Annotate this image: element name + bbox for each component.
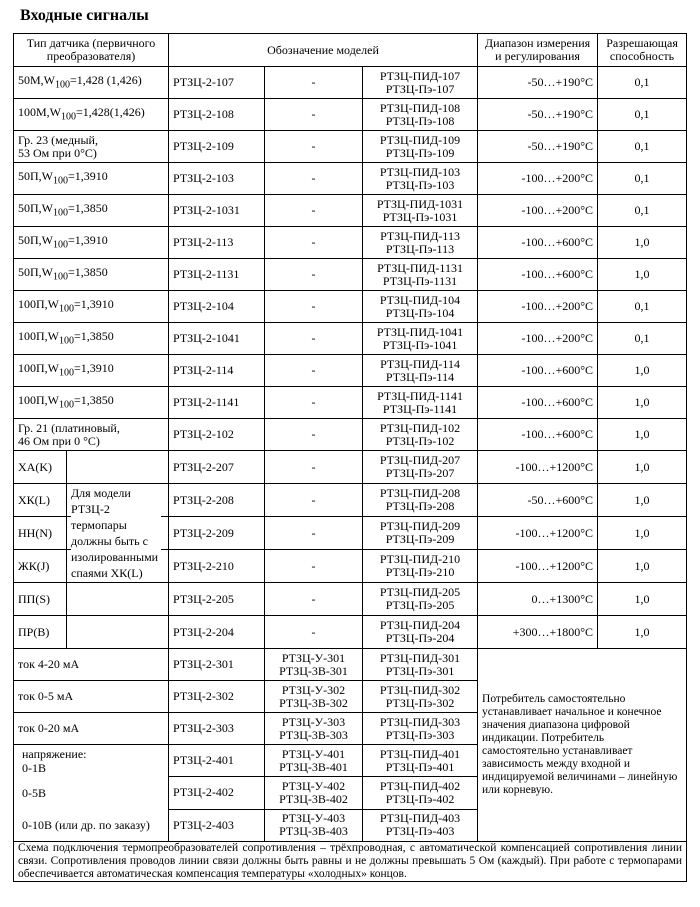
measure-range: -100…+200°С	[478, 195, 598, 227]
model-pid	[363, 163, 478, 195]
header-resolution: Разрешающая способность	[598, 34, 687, 67]
table-row	[14, 195, 687, 227]
table-row	[14, 451, 687, 484]
model-basic: РТЗЦ-2-113	[169, 227, 265, 259]
model-ustavka-line2: РТЗЦ-3В-301	[279, 663, 348, 678]
model-pid-line1: РТЗЦ-ПИД-402	[379, 778, 461, 793]
model-pid	[363, 195, 478, 227]
model-pid-line2: РТЗЦ-Пэ-109	[385, 145, 455, 160]
model-secondary: -	[265, 227, 363, 259]
sensor-coefficient: =1,3910	[68, 168, 108, 183]
measure-range: -100…+600°С	[478, 355, 598, 387]
model-pid-line2: РТЗЦ-Пэ-103	[385, 177, 455, 192]
measure-range: -100…+600°С	[478, 259, 598, 291]
model-pid-line2: РТЗЦ-Пэ-207	[385, 466, 455, 480]
table-row	[14, 550, 687, 583]
model-pid	[363, 713, 478, 745]
thermocouple-note-spacer	[67, 484, 168, 516]
sensor-subscript: 100	[59, 303, 74, 315]
table-row	[14, 387, 687, 419]
thermocouple-name	[14, 484, 67, 516]
resolution: 1,0	[598, 484, 687, 517]
model-ustavka-line2: РТЗЦ-3В-403	[279, 824, 348, 839]
model-basic: РТЗЦ-2-109	[169, 131, 265, 163]
sensor-name: 100П,W	[18, 360, 59, 375]
table-row	[14, 419, 687, 451]
resolution: 0,1	[598, 131, 687, 163]
model-pid-line2: РТЗЦ-Пэ-302	[385, 695, 455, 710]
table-row	[14, 517, 687, 550]
sensor-coefficient: =1,3850	[74, 392, 114, 407]
model-pid-line2: РТЗЦ-Пэ-205	[385, 598, 455, 612]
model-pid-line1: РТЗЦ-ПИД-403	[379, 811, 461, 826]
model-pid	[363, 745, 478, 777]
model-pid	[363, 583, 478, 616]
thermocouple-label: ЖК(J)	[18, 558, 50, 573]
table-row	[14, 67, 687, 99]
voltage-0-1	[18, 745, 164, 777]
model-basic: РТЗЦ-2-114	[169, 355, 265, 387]
table-row	[14, 583, 687, 616]
model-basic: РТЗЦ-2-204	[169, 616, 265, 649]
model-basic: РТЗЦ-2-104	[169, 291, 265, 323]
model-ustavka	[265, 809, 363, 841]
sensor-coefficient: =1,3910	[68, 232, 108, 247]
thermocouple-name	[14, 616, 67, 648]
measure-range: -50…+190°С	[478, 99, 598, 131]
model-ustavka-line2: РТЗЦ-3В-303	[279, 727, 348, 742]
sensor-coefficient: =1,428 (1,426)	[70, 72, 142, 87]
voltage-range-2: 0-5В	[22, 785, 46, 800]
model-pid-line2: РТЗЦ-Пэ-303	[385, 727, 455, 742]
model-pid-line2: РТЗЦ-Пэ-114	[385, 369, 455, 384]
model-pid-line1: РТЗЦ-ПИД-303	[379, 714, 461, 729]
measure-range: -100…+200°С	[478, 323, 598, 355]
thermocouple-note-spacer	[67, 616, 168, 648]
model-secondary: -	[265, 616, 363, 649]
measure-range: 0…+1300°С	[478, 583, 598, 616]
voltage-heading: напряжение:	[22, 747, 87, 761]
sensor-type	[14, 323, 169, 355]
model-pid-line2: РТЗЦ-Пэ-209	[385, 532, 455, 546]
resolution: 1,0	[598, 517, 687, 550]
sensor-subscript: 100	[55, 79, 70, 91]
model-pid-line1: РТЗЦ-ПИД-1031	[376, 196, 464, 211]
model-ustavka	[265, 649, 363, 681]
model-pid-line2: РТЗЦ-Пэ-1041	[382, 337, 458, 352]
model-pid-line1: РТЗЦ-ПИД-1041	[376, 324, 464, 339]
sensor-name: Гр. 23 (медный,	[18, 132, 98, 147]
table-row	[14, 131, 687, 163]
table-row	[14, 259, 687, 291]
sensor-coefficient: =1,3850	[68, 264, 108, 279]
model-pid	[363, 227, 478, 259]
voltage-inputs	[14, 745, 169, 842]
model-basic: РТЗЦ-2-208	[169, 484, 265, 517]
model-pid	[363, 809, 478, 841]
model-pid	[363, 419, 478, 451]
sensor-name: 100П,W	[18, 296, 59, 311]
resolution: 0,1	[598, 67, 687, 99]
model-basic: РТЗЦ-2-209	[169, 517, 265, 550]
model-secondary: -	[265, 291, 363, 323]
thermocouple-note-spacer	[67, 583, 168, 615]
table-row	[14, 323, 687, 355]
model-secondary: -	[265, 323, 363, 355]
table-row	[14, 227, 687, 259]
model-secondary: -	[265, 67, 363, 99]
model-secondary: -	[265, 99, 363, 131]
model-ustavka	[265, 745, 363, 777]
sensor-name: Гр. 21 (платиновый,	[18, 420, 120, 435]
sensor-type: ток 4-20 мА	[14, 649, 169, 681]
table-header-row	[14, 34, 687, 67]
sensor-coefficient: =1,3910	[74, 296, 114, 311]
measure-range: +300…+1800°С	[478, 616, 598, 649]
thermocouple-label: НН(N)	[18, 525, 52, 540]
model-ustavka-line2: РТЗЦ-3В-402	[279, 791, 348, 806]
sensor-subscript: 100	[53, 239, 68, 251]
model-secondary: -	[265, 195, 363, 227]
table-row	[14, 616, 687, 649]
model-pid-line1: РТЗЦ-ПИД-113	[380, 228, 460, 243]
resolution: 0,1	[598, 195, 687, 227]
footnote-row	[14, 842, 687, 882]
model-pid	[363, 451, 478, 484]
model-basic: РТЗЦ-2-1141	[169, 387, 265, 419]
table-row	[14, 355, 687, 387]
model-pid	[363, 550, 478, 583]
sensor-name: 50П,W	[18, 264, 53, 279]
sensor-type	[14, 67, 169, 99]
sensor-name: 50П,W	[18, 232, 53, 247]
sensor-type	[14, 259, 169, 291]
model-basic: РТЗЦ-2-1131	[169, 259, 265, 291]
model-pid-line2: РТЗЦ-Пэ-1141	[382, 401, 458, 416]
model-pid-line2: РТЗЦ-Пэ-1131	[382, 273, 458, 288]
sensor-cell-split	[14, 550, 168, 582]
model-secondary: -	[265, 131, 363, 163]
model-basic: РТЗЦ-2-108	[169, 99, 265, 131]
thermocouple-label: ПП(S)	[18, 591, 50, 606]
sensor-subscript: 100	[59, 399, 74, 411]
resolution: 0,1	[598, 291, 687, 323]
table-row	[14, 649, 687, 681]
model-basic: РТЗЦ-2-107	[169, 67, 265, 99]
model-pid-line1: РТЗЦ-ПИД-108	[379, 100, 461, 115]
model-basic: РТЗЦ-2-207	[169, 451, 265, 484]
sensor-type: ток 0-5 мА	[14, 681, 169, 713]
thermocouple-note: Для модели РТЗЦ-2 термопары должны быть с изолированными спаями ХК(L)	[71, 485, 161, 581]
thermocouple-note-area	[67, 451, 168, 580]
sensor-type	[14, 550, 169, 583]
model-pid-line2: РТЗЦ-Пэ-104	[385, 305, 455, 320]
measure-range: -100…+1200°С	[478, 550, 598, 583]
analog-note: Потребитель самостоятельно устанавливает начальное и конечное значения диапазона цифровой индикации. Потребитель самостоятельно устанавливает зависимость между входной и индицируемой величинами – линейную или корневую.	[478, 649, 687, 842]
model-secondary: -	[265, 387, 363, 419]
model-secondary: -	[265, 451, 363, 484]
model-basic: РТЗЦ-2-301	[169, 649, 265, 681]
sensor-subscript: 100	[53, 175, 68, 187]
model-basic: РТЗЦ-2-210	[169, 550, 265, 583]
model-pid-line2: РТЗЦ-Пэ-108	[385, 113, 455, 128]
model-ustavka-line1: РТЗЦ-У-401	[281, 746, 346, 761]
model-secondary: -	[265, 355, 363, 387]
resolution: 1,0	[598, 583, 687, 616]
measure-range: -50…+600°С	[478, 484, 598, 517]
sensor-type	[14, 355, 169, 387]
sensor-type	[14, 484, 169, 517]
model-ustavka-line1: РТЗЦ-У-303	[281, 714, 346, 729]
model-pid-line1: РТЗЦ-ПИД-301	[379, 650, 461, 665]
model-ustavka-line2: РТЗЦ-3В-302	[279, 695, 348, 710]
thermocouple-note-spacer	[67, 517, 168, 549]
model-pid	[363, 67, 478, 99]
sensor-name: 50П,W	[18, 168, 53, 183]
sensor-type	[14, 131, 169, 163]
sensor-type	[14, 163, 169, 195]
sensor-type	[14, 291, 169, 323]
model-pid-line1: РТЗЦ-ПИД-205	[379, 585, 461, 599]
header-models: Обозначение моделей	[169, 34, 478, 67]
model-pid-line1: РТЗЦ-ПИД-102	[379, 420, 461, 435]
model-pid-line2: РТЗЦ-Пэ-403	[385, 824, 455, 839]
sensor-name: 100М,W	[18, 104, 61, 119]
sensor-type	[14, 419, 169, 451]
resolution: 0,1	[598, 163, 687, 195]
model-pid	[363, 777, 478, 809]
resolution: 0,1	[598, 99, 687, 131]
model-pid	[363, 323, 478, 355]
measure-range: -100…+600°С	[478, 419, 598, 451]
model-pid-line2: РТЗЦ-Пэ-402	[385, 791, 455, 806]
sensor-cell-split	[14, 484, 168, 516]
model-basic: РТЗЦ-2-401	[169, 745, 265, 777]
sensor-name: 100П,W	[18, 328, 59, 343]
model-pid-line1: РТЗЦ-ПИД-109	[379, 132, 461, 147]
model-pid	[363, 484, 478, 517]
voltage-range-3: 0-10В (или др. по заказу)	[22, 817, 150, 832]
sensor-coefficient: =1,428(1,426)	[76, 104, 145, 119]
thermocouple-label: ХА(K)	[18, 459, 52, 474]
model-pid-line2: РТЗЦ-Пэ-204	[385, 631, 455, 645]
model-pid-line1: РТЗЦ-ПИД-1141	[377, 388, 463, 403]
measure-range: -50…+190°С	[478, 67, 598, 99]
model-secondary: -	[265, 583, 363, 616]
model-secondary: -	[265, 419, 363, 451]
sensor-name: 50П,W	[18, 200, 53, 215]
table-row	[14, 484, 687, 517]
rtd-section	[14, 67, 687, 451]
sensor-type	[14, 387, 169, 419]
model-pid	[363, 649, 478, 681]
voltage-0-5	[18, 777, 164, 809]
resolution: 1,0	[598, 387, 687, 419]
model-ustavka	[265, 681, 363, 713]
measure-range: -100…+200°С	[478, 163, 598, 195]
model-basic: РТЗЦ-2-403	[169, 809, 265, 841]
model-pid-line1: РТЗЦ-ПИД-210	[379, 552, 461, 566]
model-pid	[363, 355, 478, 387]
model-pid	[363, 681, 478, 713]
model-pid-line1: РТЗЦ-ПИД-401	[379, 746, 461, 761]
model-pid-line1: РТЗЦ-ПИД-104	[379, 292, 461, 307]
sensor-subscript: 100	[61, 111, 76, 123]
model-pid-line1: РТЗЦ-ПИД-208	[379, 486, 461, 500]
sensor-name: 100П,W	[18, 392, 59, 407]
header-sensor: Тип датчика (первичного преобразователя)	[14, 34, 169, 67]
model-ustavka	[265, 777, 363, 809]
thermocouple-label: ХК(L)	[18, 492, 50, 507]
model-pid-line2: РТЗЦ-Пэ-210	[385, 565, 455, 579]
model-pid-line1: РТЗЦ-ПИД-207	[379, 453, 461, 467]
sensor-type	[14, 195, 169, 227]
model-pid-line2: РТЗЦ-Пэ-107	[385, 81, 455, 96]
model-pid-line1: РТЗЦ-ПИД-103	[379, 164, 461, 179]
measure-range: -100…+1200°С	[478, 517, 598, 550]
voltage-range-1: 0-1В	[22, 761, 46, 775]
sensor-coefficient: =1,3850	[74, 328, 114, 343]
model-pid	[363, 99, 478, 131]
thermocouple-label: ПР(B)	[18, 624, 50, 639]
input-signals-table	[13, 33, 687, 882]
model-pid-line2: РТЗЦ-Пэ-102	[385, 433, 455, 448]
sensor-subscript: 100	[59, 335, 74, 347]
resolution: 1,0	[598, 419, 687, 451]
model-ustavka-line2: РТЗЦ-3В-401	[279, 759, 348, 774]
sensor-type	[14, 517, 169, 550]
analog-section	[14, 649, 687, 842]
model-secondary: -	[265, 163, 363, 195]
model-pid-line1: РТЗЦ-ПИД-209	[379, 519, 461, 533]
model-secondary: -	[265, 259, 363, 291]
sensor-type	[14, 227, 169, 259]
measure-range: -100…+200°С	[478, 291, 598, 323]
model-pid	[363, 387, 478, 419]
sensor-subscript: 100	[53, 207, 68, 219]
model-pid-line1: РТЗЦ-ПИД-114	[380, 356, 460, 371]
model-pid-line1: РТЗЦ-ПИД-107	[379, 68, 461, 83]
thermocouple-name	[14, 517, 67, 549]
sensor-subscript: 100	[59, 367, 74, 379]
sensor-detail: 53 Ом при 0°С)	[18, 145, 97, 160]
resolution: 1,0	[598, 259, 687, 291]
model-pid-line1: РТЗЦ-ПИД-302	[379, 682, 461, 697]
voltage-0-10	[18, 809, 164, 841]
header-range: Диапазон измерения и регулирования	[478, 34, 598, 67]
table-row	[14, 291, 687, 323]
sensor-type: ток 0-20 мА	[14, 713, 169, 745]
measure-range: -100…+600°С	[478, 227, 598, 259]
model-ustavka	[265, 713, 363, 745]
model-pid-line2: РТЗЦ-Пэ-301	[385, 663, 455, 678]
resolution: 1,0	[598, 616, 687, 649]
sensor-cell-split	[14, 583, 168, 615]
model-pid	[363, 131, 478, 163]
model-basic: РТЗЦ-2-102	[169, 419, 265, 451]
model-ustavka-line1: РТЗЦ-У-402	[281, 778, 346, 793]
model-basic: РТЗЦ-2-1041	[169, 323, 265, 355]
model-ustavka-line1: РТЗЦ-У-403	[281, 811, 346, 826]
model-basic: РТЗЦ-2-1031	[169, 195, 265, 227]
measure-range: -100…+600°С	[478, 387, 598, 419]
model-ustavka-line1: РТЗЦ-У-302	[281, 682, 346, 697]
model-secondary: -	[265, 550, 363, 583]
sensor-type	[14, 99, 169, 131]
table-row	[14, 99, 687, 131]
page-title: Входные сигналы	[20, 7, 149, 24]
model-pid	[363, 616, 478, 649]
model-pid-line2: РТЗЦ-Пэ-1031	[382, 209, 458, 224]
resolution: 0,1	[598, 323, 687, 355]
resolution: 1,0	[598, 227, 687, 259]
sensor-detail: 46 Ом при 0 °С)	[18, 433, 100, 448]
model-pid	[363, 259, 478, 291]
model-pid-line1: РТЗЦ-ПИД-1131	[377, 260, 463, 275]
sensor-cell-split	[14, 616, 168, 648]
model-pid-line1: РТЗЦ-ПИД-204	[379, 618, 461, 632]
model-pid-line2: РТЗЦ-Пэ-113	[385, 241, 455, 256]
model-pid	[363, 291, 478, 323]
model-pid	[363, 517, 478, 550]
measure-range: -50…+190°С	[478, 131, 598, 163]
thermocouple-note-spacer	[67, 550, 168, 582]
resolution: 1,0	[598, 550, 687, 583]
thermocouple-name	[14, 451, 67, 483]
model-ustavka-line1: РТЗЦ-У-301	[281, 650, 346, 665]
sensor-type	[14, 616, 169, 649]
model-pid-line2: РТЗЦ-Пэ-401	[385, 759, 455, 774]
sensor-cell-split	[14, 517, 168, 549]
model-secondary: -	[265, 484, 363, 517]
resolution: 1,0	[598, 355, 687, 387]
sensor-name: 50М,W	[18, 72, 55, 87]
model-basic: РТЗЦ-2-303	[169, 713, 265, 745]
thermocouple-section	[14, 451, 687, 649]
table-row	[14, 163, 687, 195]
sensor-type	[14, 583, 169, 616]
model-secondary: -	[265, 517, 363, 550]
sensor-subscript: 100	[53, 271, 68, 283]
footnote: Схема подключения термопреобразователей сопротивления – трёхпроводная, с автоматической компенсацией сопротивления линии связи. Сопротивления проводов линии связи должны быть равны и не должны превышать 5 Ом (каждый). При работе с термопарами обеспечивается автоматическая компенсация температуры «холодных» концов.	[14, 842, 687, 882]
sensor-coefficient: =1,3850	[68, 200, 108, 215]
resolution: 1,0	[598, 451, 687, 484]
model-basic: РТЗЦ-2-103	[169, 163, 265, 195]
sensor-coefficient: =1,3910	[74, 360, 114, 375]
model-basic: РТЗЦ-2-402	[169, 777, 265, 809]
model-pid-line2: РТЗЦ-Пэ-208	[385, 499, 455, 513]
thermocouple-name	[14, 550, 67, 582]
thermocouple-name	[14, 583, 67, 615]
model-basic: РТЗЦ-2-302	[169, 681, 265, 713]
measure-range: -100…+1200°С	[478, 451, 598, 484]
model-basic: РТЗЦ-2-205	[169, 583, 265, 616]
